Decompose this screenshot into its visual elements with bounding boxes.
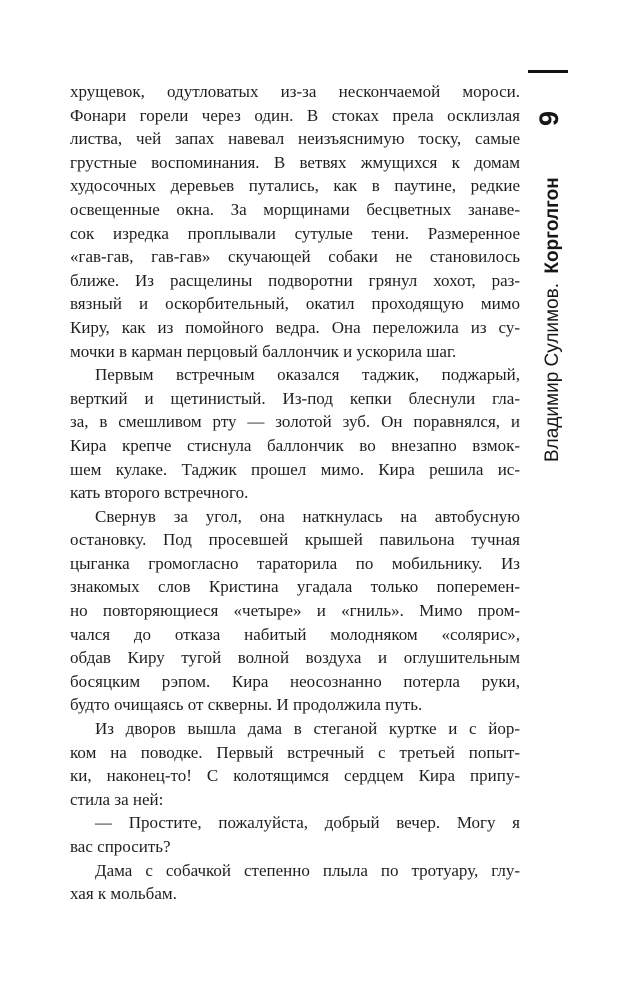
text-line: Свернув за угол, она наткнулась на автобусную [95, 506, 520, 526]
running-head [536, 111, 566, 462]
text-line: Киру, как из помойного ведра. Она переложила из су- [70, 317, 520, 337]
text-line: за, в смешливом рту — золотой зуб. Он поравнялся, и [70, 412, 520, 432]
paragraph [70, 80, 520, 363]
header-rule-divider [528, 70, 568, 73]
text-line: Из дворов вышла дама в стеганой куртке и с йор- [95, 719, 520, 739]
text-line: Кира крепче стиснула баллончик во внезапно взмок- [70, 435, 520, 455]
page-text [70, 80, 520, 906]
text-line: сок изредка проплывали сутулые тени. Размеренное [70, 223, 520, 243]
text-line: кать второго встречного. [70, 483, 249, 503]
text-line: будто очищаясь от скверны. И продолжила путь. [70, 695, 423, 715]
text-line: обдав Киру тугой волной воздуха и оглушительным [70, 648, 520, 668]
text-line: верткий и щетинистый. Из-под кепки блеснули гла- [70, 388, 520, 408]
text-line: вязный и оскорбительный, окатил проходящую мимо [70, 294, 520, 314]
text-line: остановку. Под просевшей крышей павильона тучная [70, 530, 520, 550]
paragraph [70, 859, 520, 906]
text-line: грустные воспоминания. В ветвях жмущихся к домам [70, 152, 520, 172]
text-line: цыганка громогласно тараторила по мобильнику. Из [70, 553, 520, 573]
paragraph [70, 717, 520, 811]
text-line: ком на поводке. Первый встречный с третьей попыт- [70, 742, 520, 762]
page-number: 9 [534, 110, 564, 126]
text-line: освещенные окна. За морщинами бесцветных занаве- [70, 199, 520, 219]
text-line: Фонари горели через один. В стоках прела осклизлая [70, 105, 520, 125]
book-title: Корголгон [542, 177, 563, 274]
text-line: босяцким рэпом. Кира неосознанно потерла руки, [70, 671, 520, 691]
paragraph [70, 363, 520, 505]
text-line: стила за ней: [70, 789, 164, 809]
text-line: хая к мольбам. [70, 884, 177, 904]
text-line: шем кулаке. Таджик прошел мимо. Кира решила ис- [70, 459, 520, 479]
text-line: «гав-гав, гав-гав» скучающей собаки не становилось [70, 247, 520, 267]
text-line: Первым встречным оказался таджик, поджарый, [95, 365, 520, 385]
author-name: Владимир Сулимов. [542, 282, 563, 462]
text-line: ближе. Из расщелины подворотни грянул хохот, раз- [70, 270, 520, 290]
text-line: хрущевок, одутловатых из-за нескончаемой мороси. [70, 82, 520, 101]
text-line: но повторяющиеся «четыре» и «гниль». Мимо пром- [70, 601, 520, 621]
text-line: худосочных деревьев путались, как в паутине, редкие [70, 176, 520, 196]
text-line: вас спросить? [70, 837, 171, 856]
text-line: мочки в карман перцовый баллончик и ускорила шаг. [70, 341, 457, 361]
text-line: знакомых слов Кристина угадала только поперемен- [70, 577, 520, 597]
text-line: — Простите, пожалуйста, добрый вечер. Могу я [95, 813, 520, 833]
text-line: Дама с собачкой степенно плыла по тротуару, глу- [95, 860, 520, 880]
text-line: чался до отказа набитый молодняком «солярис», [70, 624, 520, 644]
paragraph [70, 811, 520, 858]
text-line: листва, чей запах навевал неизъяснимую тоску, самые [70, 129, 520, 149]
text-line: ки, наконец-то! С колотящимся сердцем Кира припу- [70, 766, 520, 786]
paragraph [70, 505, 520, 717]
